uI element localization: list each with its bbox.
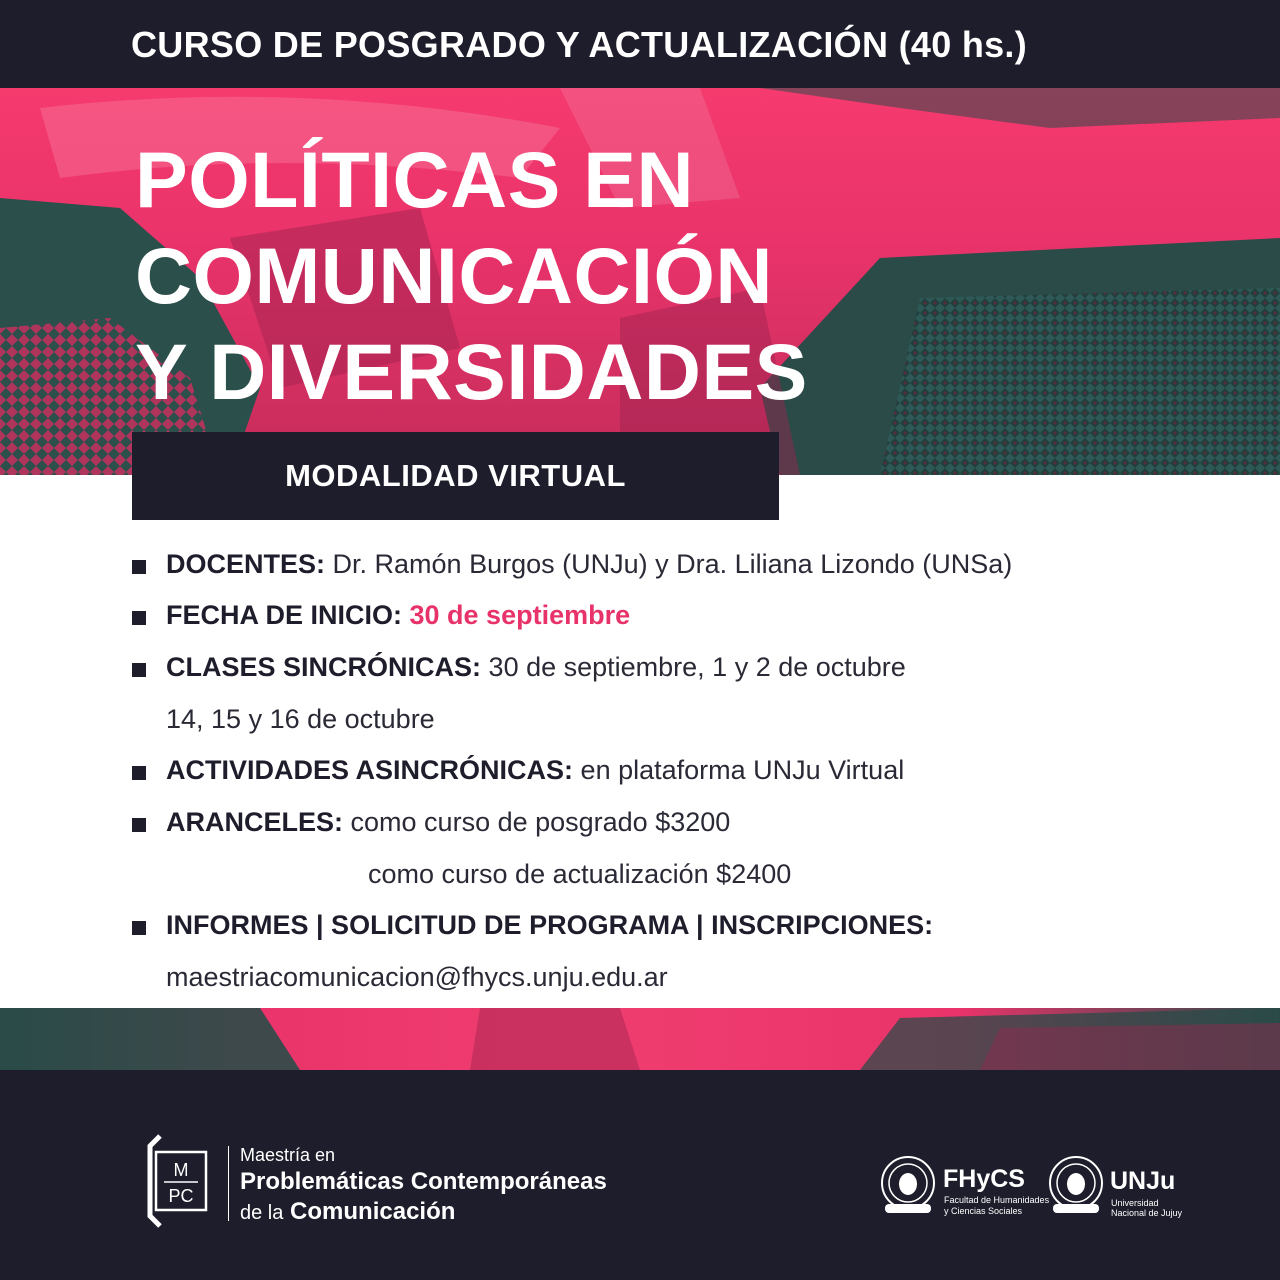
fecha-label: FECHA DE INICIO: xyxy=(166,600,402,630)
clases-value: 30 de septiembre, 1 y 2 de octubre xyxy=(488,652,906,682)
course-type-title: CURSO DE POSGRADO Y ACTUALIZACIÓN (40 hs.) xyxy=(131,24,1028,65)
unju-seal-icon xyxy=(1045,1154,1107,1216)
bullet-icon xyxy=(132,611,146,625)
program-line-3-prefix: de la xyxy=(240,1202,284,1224)
program-line-3-bold: Comunicación xyxy=(290,1198,456,1225)
detail-clases xyxy=(166,652,906,683)
bullet-icon xyxy=(132,921,146,935)
detail-docentes xyxy=(166,549,1012,580)
program-line-3 xyxy=(240,1197,607,1228)
modality-label: MODALIDAD VIRTUAL xyxy=(285,458,626,493)
program-line-1: Maestría en xyxy=(240,1145,336,1165)
logo-divider xyxy=(228,1146,229,1221)
bullet-icon xyxy=(132,766,146,780)
modality-badge xyxy=(132,432,779,520)
mpc-logo-icon xyxy=(146,1134,216,1228)
fhycs-sub-1: Facultad de Humanidades xyxy=(944,1195,1050,1205)
detail-actividades xyxy=(166,755,904,786)
aranceles-value: como curso de posgrado $3200 xyxy=(350,807,731,837)
actividades-value: en plataforma UNJu Virtual xyxy=(580,755,905,785)
band-background-photo xyxy=(0,1008,1280,1070)
fhycs-seal-icon xyxy=(877,1154,939,1216)
detail-aranceles xyxy=(166,807,730,838)
fhycs-name: FHyCS xyxy=(943,1165,1025,1193)
fecha-value: 30 de septiembre xyxy=(409,600,631,630)
detail-fecha xyxy=(166,600,630,631)
hero-title-line-3: Y DIVERSIDADES xyxy=(135,327,808,416)
hero-title-line-1: POLÍTICAS EN xyxy=(135,135,695,224)
clases-label: CLASES SINCRÓNICAS: xyxy=(166,652,482,682)
unju-sub-2: Nacional de Jujuy xyxy=(1111,1208,1183,1218)
docentes-value: Dr. Ramón Burgos (UNJu) y Dra. Liliana Lizondo (UNSa) xyxy=(332,549,1013,579)
top-banner xyxy=(0,0,1280,88)
bullet-icon xyxy=(132,560,146,574)
bullet-icon xyxy=(132,663,146,677)
docentes-label: DOCENTES: xyxy=(166,549,326,579)
unju-sub-1: Universidad xyxy=(1111,1198,1159,1208)
aranceles-value-continued: como curso de actualización $2400 xyxy=(368,859,792,889)
bottom-photo-band xyxy=(0,1008,1280,1070)
aranceles-label: ARANCELES: xyxy=(166,807,344,837)
bullet-icon xyxy=(132,818,146,832)
mpc-letter-m: M xyxy=(173,1160,189,1180)
hero-title-line-2: COMUNICACIÓN xyxy=(135,231,773,320)
program-line-2: Problemáticas Contemporáneas xyxy=(240,1168,607,1195)
clases-value-continued: 14, 15 y 16 de octubre xyxy=(166,704,435,734)
hero-banner xyxy=(0,88,1280,475)
contact-email[interactable]: maestriacomunicacion@fhycs.unju.edu.ar xyxy=(166,962,668,992)
mpc-letters-pc: PC xyxy=(168,1186,194,1206)
informes-label: INFORMES | SOLICITUD DE PROGRAMA | INSCRIPCIONES: xyxy=(166,910,934,940)
program-name xyxy=(240,1143,607,1228)
detail-informes xyxy=(166,910,933,941)
unju-name: UNJu xyxy=(1110,1167,1176,1195)
actividades-label: ACTIVIDADES ASINCRÓNICAS: xyxy=(166,755,574,785)
fhycs-sub-2: y Ciencias Sociales xyxy=(944,1206,1023,1216)
